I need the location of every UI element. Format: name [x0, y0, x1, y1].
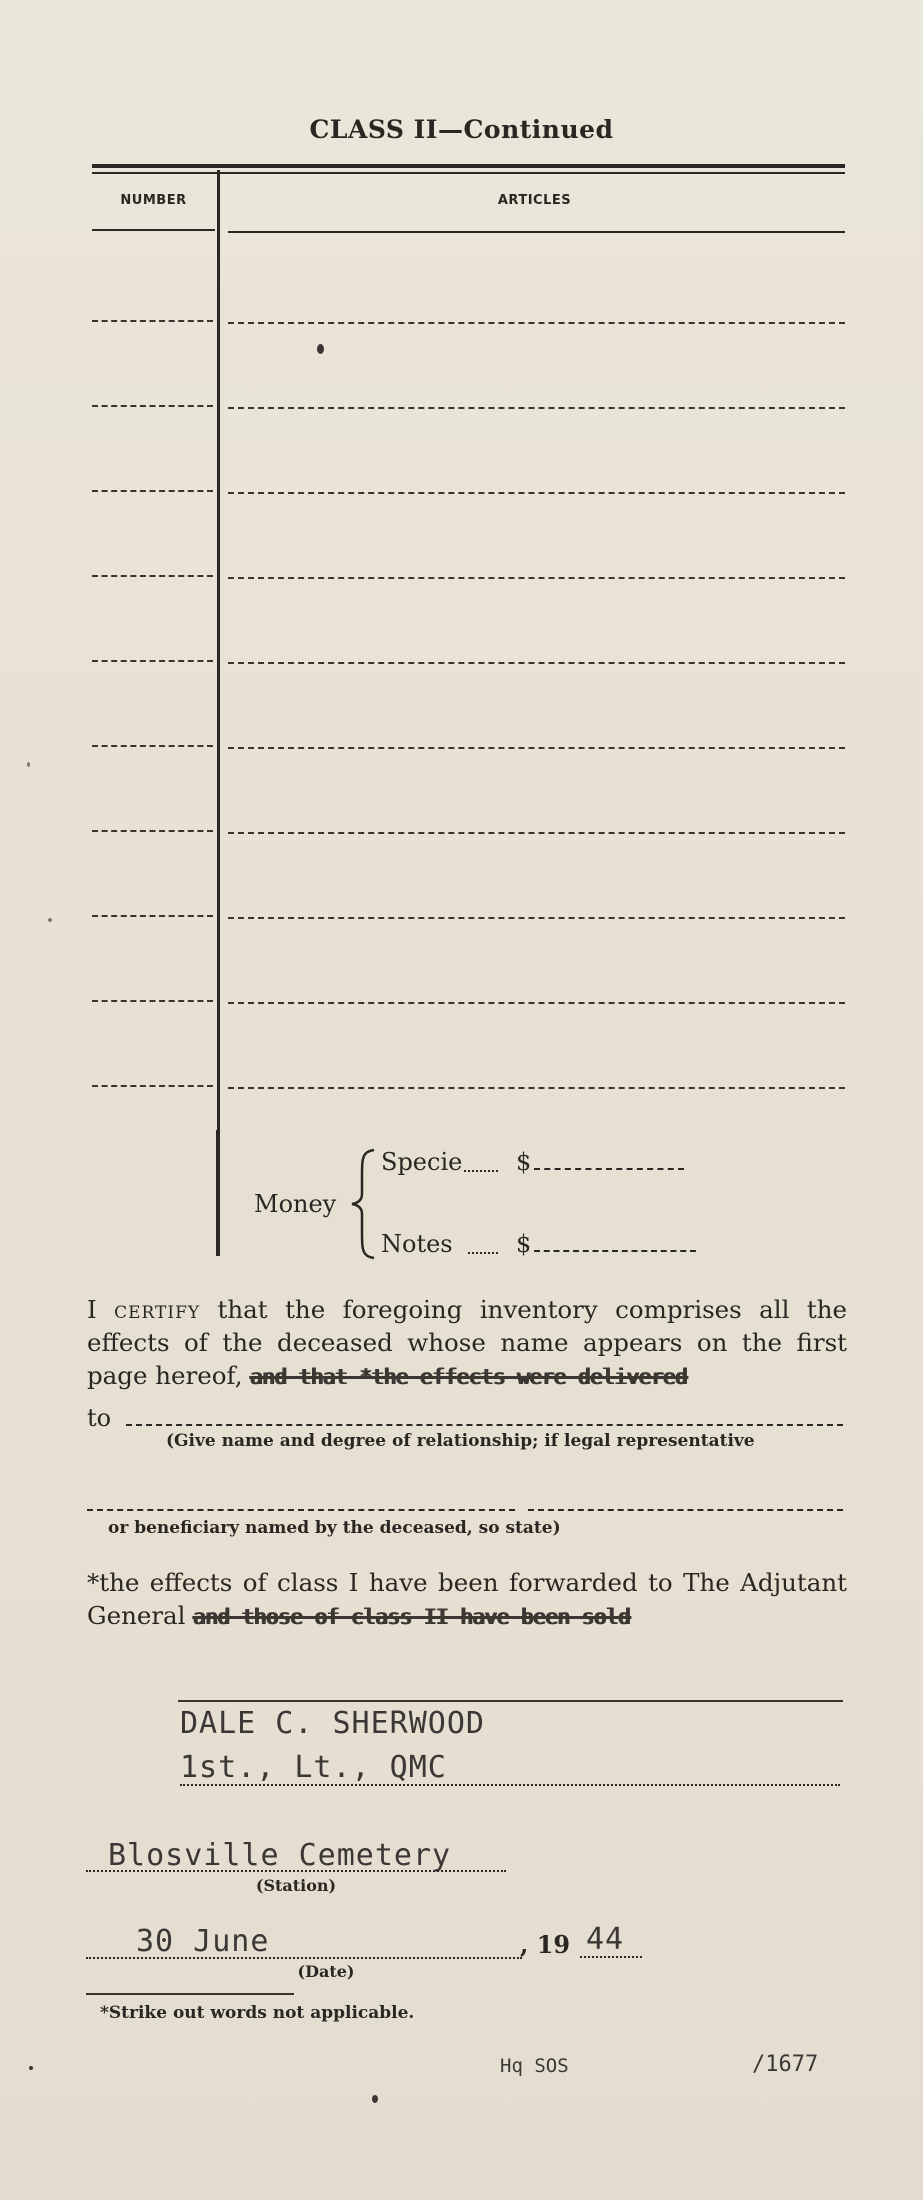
- recipient-field: [126, 1424, 843, 1426]
- specie-label: Specie: [381, 1148, 463, 1176]
- paper-speck: [27, 762, 30, 767]
- article-cell-line: [228, 407, 845, 409]
- article-cell-line: [228, 917, 845, 919]
- notes-amount-field: [534, 1250, 696, 1252]
- strike-out-footnote: *Strike out words not applicable.: [100, 2003, 415, 2023]
- hq-stamp: Hq SOS: [500, 2055, 569, 2077]
- number-cell-line: [92, 915, 213, 917]
- number-cell-line: [92, 830, 213, 832]
- article-cell-line: [228, 577, 845, 579]
- certification-text: that the foregoing inventory comprises all the effects of the deceased whose name appears on the first page hereof,: [87, 1295, 848, 1390]
- column-separator: [217, 170, 220, 1256]
- paper-speck: [48, 918, 52, 922]
- column-header-number: NUMBER: [120, 193, 187, 208]
- officer-rank: 1st., Lt., QMC: [180, 1750, 447, 1785]
- rank-underline: [180, 1784, 840, 1786]
- certification-lead: I: [87, 1295, 115, 1324]
- footnote-rule: [86, 1993, 294, 1995]
- number-cell-line: [92, 1000, 213, 1002]
- paper-speck: [29, 2066, 33, 2070]
- article-cell-line: [228, 1087, 845, 1089]
- year-prefix: , 19: [520, 1930, 571, 1959]
- article-cell-line: [228, 662, 845, 664]
- struck-delivered-clause: and that *the effects were delivered: [250, 1365, 688, 1389]
- notes-label: Notes: [381, 1230, 453, 1258]
- number-cell-line: [92, 575, 213, 577]
- number-cell-line: [92, 660, 213, 662]
- notes-currency: $: [516, 1230, 532, 1258]
- specie-amount-field: [534, 1168, 684, 1170]
- articles-header-rule: [228, 231, 845, 233]
- number-cell-line: [92, 1085, 213, 1087]
- date-label: (Date): [297, 1962, 355, 1981]
- article-cell-line: [228, 747, 845, 749]
- recipient-caption-1: (Give name and degree of relationship; if legal representative: [166, 1431, 755, 1451]
- article-cell-line: [228, 322, 845, 324]
- column-header-articles: ARTICLES: [497, 193, 572, 208]
- date-underline: [86, 1957, 522, 1959]
- recipient-field-2b: [528, 1509, 843, 1511]
- signature-line: [178, 1700, 843, 1702]
- article-cell-line: [228, 1002, 845, 1004]
- number-cell-line: [92, 745, 213, 747]
- recipient-field-2a: [87, 1509, 515, 1511]
- number-cell-line: [92, 405, 213, 407]
- year-value: 44: [586, 1922, 625, 1957]
- date-value: 30 June: [136, 1924, 270, 1959]
- year-underline: [580, 1956, 642, 1958]
- money-label: Money: [254, 1190, 337, 1218]
- article-cell-line: [228, 832, 845, 834]
- form-number: /1677: [752, 2052, 819, 2077]
- article-cell-line: [228, 492, 845, 494]
- paper-speck: [372, 2095, 378, 2103]
- struck-sold-clause: and those of class II have been sold: [193, 1605, 631, 1629]
- class-note-paragraph: [87, 1566, 847, 1634]
- certification-paragraph: [87, 1293, 847, 1394]
- specie-currency: $: [516, 1148, 532, 1176]
- certify-word: certify: [114, 1295, 201, 1324]
- notes-leader-dots: [468, 1252, 498, 1254]
- specie-leader-dots: [464, 1170, 498, 1172]
- header-top-rule: [92, 164, 845, 168]
- header-second-rule: [92, 172, 845, 174]
- station-value: Blosville Cemetery: [108, 1838, 452, 1873]
- paper-speck: [317, 344, 324, 354]
- recipient-caption-2: or beneficiary named by the deceased, so state): [108, 1518, 561, 1538]
- to-label: to: [87, 1404, 112, 1432]
- station-label: (Station): [255, 1876, 337, 1895]
- number-cell-line: [92, 490, 213, 492]
- money-brace-icon: [350, 1148, 380, 1260]
- class-note-text: *the effects of class I have been forwarded to The Adjutant General: [87, 1568, 847, 1630]
- number-cell-line: [92, 320, 213, 322]
- money-left-border: [216, 1130, 218, 1256]
- form-title: CLASS II—Continued: [309, 115, 614, 144]
- station-underline: [86, 1870, 506, 1872]
- number-header-rule: [92, 229, 215, 231]
- officer-name: DALE C. SHERWOOD: [180, 1706, 485, 1741]
